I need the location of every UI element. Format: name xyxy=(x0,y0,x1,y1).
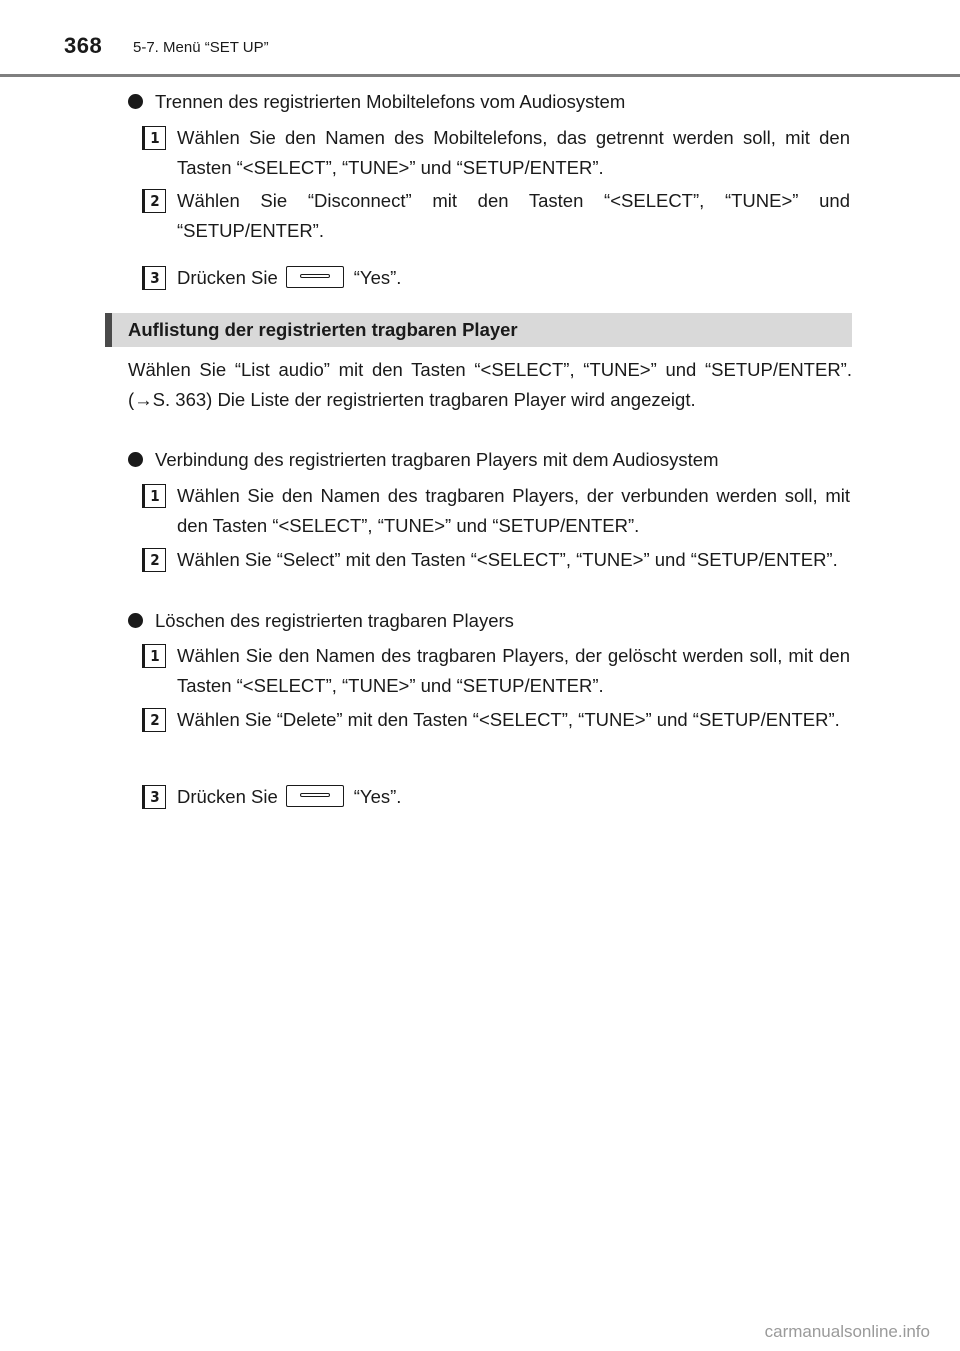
bullet-dot-icon xyxy=(128,613,143,628)
bullet-connect-player xyxy=(128,444,858,476)
step-text xyxy=(177,782,850,812)
step-text-before: Drücken Sie xyxy=(177,786,278,807)
step-number-badge: 3 xyxy=(142,266,166,290)
step-number-badge: 1 xyxy=(142,484,166,508)
step-text: Wählen Sie den Namen des Mobiltelefons, das getrennt werden soll, mit den Tasten “<SELECT”, “TUNE>” und “SETUP/ENTER”. xyxy=(177,127,850,178)
bullet-disconnect-phone xyxy=(128,86,858,118)
phone-button-icon xyxy=(286,266,344,288)
step-text-after: “Yes”. xyxy=(353,786,402,807)
bullet-text: Trennen des registrierten Mobiltelefons vom Audiosystem xyxy=(155,91,626,112)
page-number: 368 xyxy=(64,33,103,58)
phone-button-icon xyxy=(286,785,344,807)
step-text: Wählen Sie “Delete” mit den Tasten “<SELECT”, “TUNE>” und “SETUP/ENTER”. xyxy=(177,709,840,730)
step-text xyxy=(177,263,850,293)
page-header xyxy=(0,0,960,80)
bullet-delete-player xyxy=(128,605,858,637)
step-text: Wählen Sie den Namen des tragbaren Players, der verbunden werden soll, mit den Tasten “<SELECT”, “TUNE>” und “SETUP/ENTER”. xyxy=(177,485,850,536)
step-text: Wählen Sie den Namen des tragbaren Players, der gelöscht werden soll, mit den Tasten “<SELECT”, “TUNE>” und “SETUP/ENTER”. xyxy=(177,645,850,696)
step-text-after: “Yes”. xyxy=(353,267,402,288)
intro-paragraph: Wählen Sie “List audio” mit den Tasten “<SELECT”, “TUNE>” und “SETUP/ENTER”. (→S. 363) Die Liste der registrierten tragbaren Player wird angezeigt. xyxy=(128,359,852,410)
step-number-badge: 3 xyxy=(142,785,166,809)
step-text: Wählen Sie “Disconnect” mit den Tasten “<SELECT”, “TUNE>” und “SETUP/ENTER”. xyxy=(177,190,850,241)
step-number-badge: 2 xyxy=(142,548,166,572)
step-number-badge: 1 xyxy=(142,126,166,150)
bullet-dot-icon xyxy=(128,94,143,109)
step-number-badge: 2 xyxy=(142,708,166,732)
footer-watermark: carmanualsonline.info xyxy=(764,1322,930,1341)
step-number-badge: 1 xyxy=(142,644,166,668)
step-text: Wählen Sie “Select” mit den Tasten “<SELECT”, “TUNE>” und “SETUP/ENTER”. xyxy=(177,549,838,570)
chapter-title: 5-7. Menü “SET UP” xyxy=(133,39,269,56)
step-text-before: Drücken Sie xyxy=(177,267,278,288)
bullet-text: Verbindung des registrierten tragbaren Players mit dem Audiosystem xyxy=(155,449,719,470)
step-number-badge: 2 xyxy=(142,189,166,213)
bullet-dot-icon xyxy=(128,452,143,467)
header-divider xyxy=(0,74,960,77)
bullet-text: Löschen des registrierten tragbaren Players xyxy=(155,610,514,631)
section-heading: Auflistung der registrierten tragbaren Player xyxy=(105,313,852,347)
